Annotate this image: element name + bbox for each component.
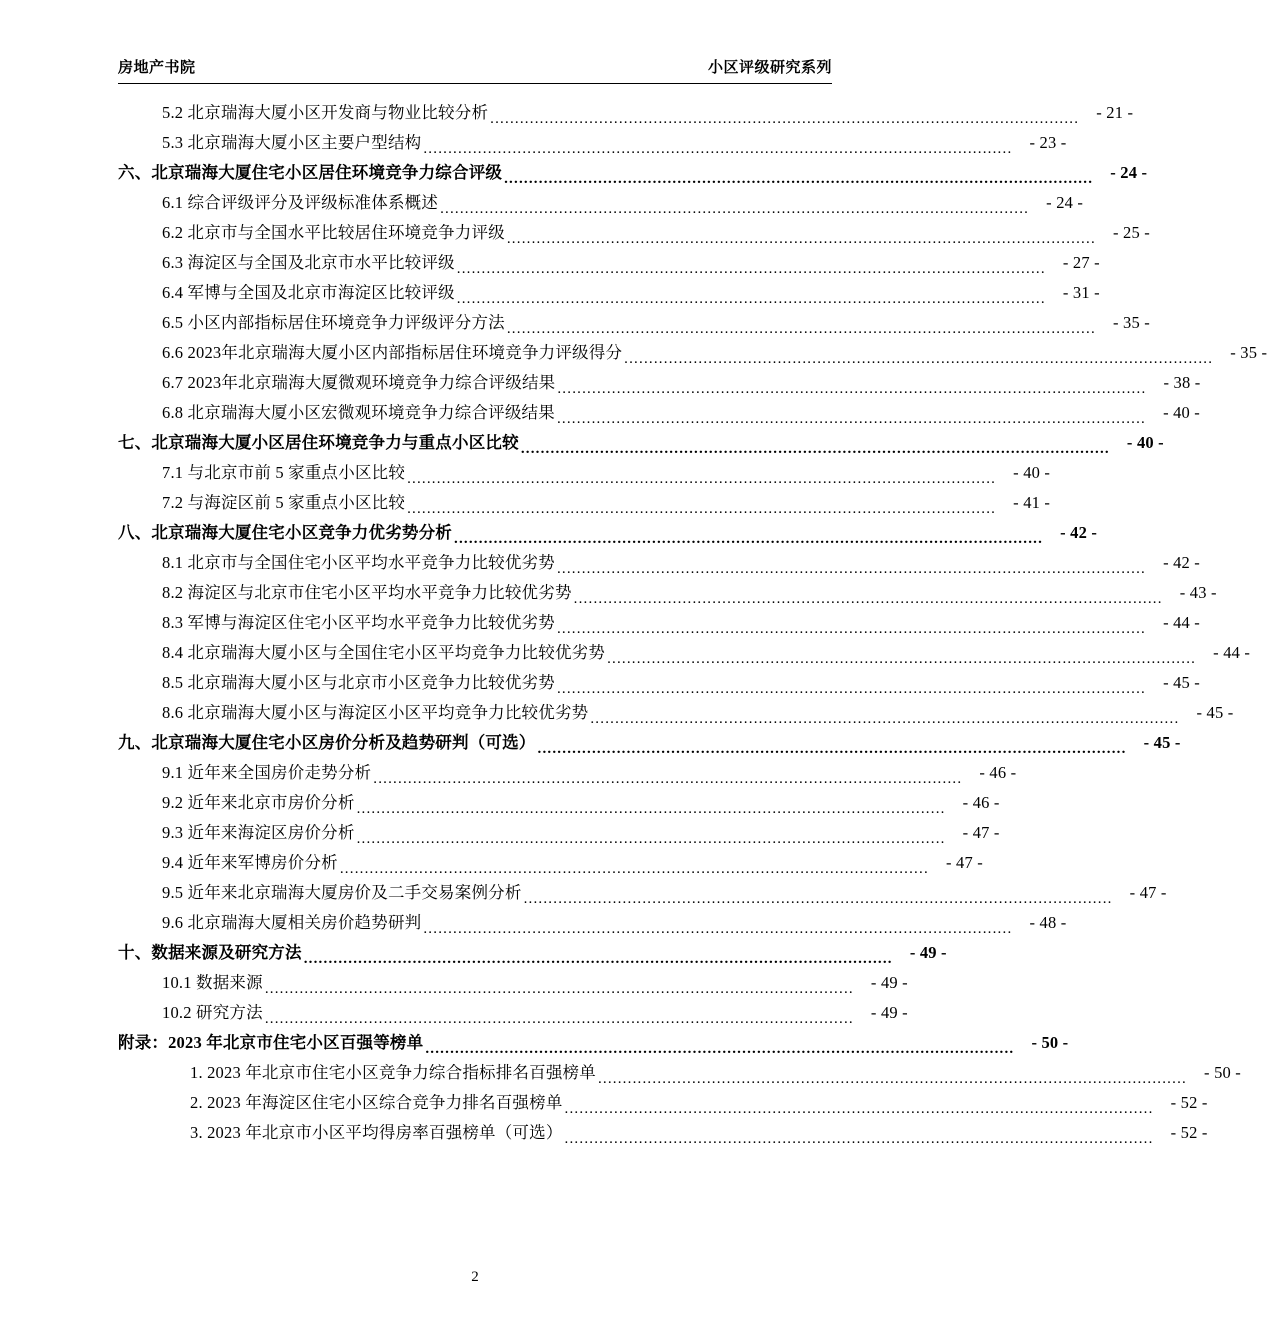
toc-entry-page: - 35 - <box>1112 313 1150 332</box>
toc-entry-label: 七、北京瑞海大厦小区居住环境竞争力与重点小区比较 <box>118 433 519 452</box>
page-header <box>118 56 832 84</box>
toc-leader-dots: ....................................................................................................................... <box>556 561 1147 577</box>
toc-entry[interactable] <box>118 188 1084 218</box>
toc-entry-page: - 47 - <box>1129 883 1167 902</box>
toc-leader-dots: ....................................................................................................................... <box>506 231 1096 247</box>
toc-entry-label: 7.1 与北京市前 5 家重点小区比较 <box>162 463 406 482</box>
toc-leader-dots: ....................................................................................................................... <box>624 351 1214 367</box>
toc-entry-page: - 52 - <box>1170 1123 1208 1142</box>
toc-entry-page: - 42 - <box>1060 523 1098 542</box>
toc-entry-label: 8.4 北京瑞海大厦小区与全国住宅小区平均竞争力比较优劣势 <box>162 643 606 662</box>
toc-leader-dots: ....................................................................................................................... <box>339 861 929 877</box>
toc-entry-label: 5.3 北京瑞海大厦小区主要户型结构 <box>162 133 422 152</box>
toc-entry-label: 6.1 综合评级评分及评级标准体系概述 <box>162 193 439 212</box>
toc-entry[interactable] <box>118 1088 1208 1118</box>
toc-entry-page: - 27 - <box>1062 253 1100 272</box>
toc-entry[interactable] <box>118 728 1181 758</box>
toc-leader-dots: ....................................................................................................................... <box>506 321 1096 337</box>
toc-leader-dots: ....................................................................................................................... <box>456 261 1046 277</box>
toc-entry-label: 8.1 北京市与全国住宅小区平均水平竞争力比较优劣势 <box>162 553 555 572</box>
toc-leader-dots: ....................................................................................................................... <box>356 801 946 817</box>
page-number: 2 <box>471 1269 479 1285</box>
toc-entry-page: - 40 - <box>1163 403 1201 422</box>
toc-entry[interactable] <box>118 968 908 998</box>
toc-entry[interactable] <box>118 638 1251 668</box>
toc-entry-label: 六、北京瑞海大厦住宅小区居住环境竞争力综合评级 <box>118 163 503 182</box>
toc-entry-page: - 45 - <box>1143 733 1181 752</box>
toc-entry[interactable] <box>118 608 1201 638</box>
toc-entry-label: 5.2 北京瑞海大厦小区开发商与物业比较分析 <box>162 103 489 122</box>
toc-leader-dots: ....................................................................................................................... <box>590 711 1180 727</box>
toc-entry-page: - 41 - <box>1013 493 1051 512</box>
toc-entry[interactable] <box>118 818 1000 848</box>
toc-leader-dots: ....................................................................................................................... <box>520 441 1110 457</box>
toc-entry-page: - 47 - <box>962 823 1000 842</box>
toc-entry-page: - 40 - <box>1013 463 1051 482</box>
toc-entry[interactable] <box>118 308 1150 338</box>
toc-entry-label: 10.1 数据来源 <box>162 973 263 992</box>
toc-entry[interactable] <box>118 878 1167 908</box>
toc-leader-dots: ....................................................................................................................... <box>407 471 997 487</box>
toc-entry[interactable] <box>118 1118 1208 1148</box>
toc-entry[interactable] <box>118 98 1134 128</box>
toc-entry-label: 6.4 军博与全国及北京市海淀区比较评级 <box>162 283 455 302</box>
toc-entry[interactable] <box>118 428 1164 458</box>
toc-entry-label: 9.4 近年来军博房价分析 <box>162 853 338 872</box>
toc-entry-label: 八、北京瑞海大厦住宅小区竞争力优劣势分析 <box>118 523 452 542</box>
toc-entry-page: - 21 - <box>1096 103 1134 122</box>
page-footer <box>0 1269 950 1286</box>
toc-entry[interactable] <box>118 908 1067 938</box>
toc-entry-label: 9.2 近年来北京市房价分析 <box>162 793 355 812</box>
toc-entry-page: - 48 - <box>1029 913 1067 932</box>
toc-entry[interactable] <box>118 1028 1069 1058</box>
toc-entry-label: 8.5 北京瑞海大厦小区与北京市小区竞争力比较优劣势 <box>162 673 555 692</box>
toc-leader-dots: ....................................................................................................................... <box>537 741 1127 757</box>
toc-entry[interactable] <box>118 578 1217 608</box>
toc-leader-dots: ....................................................................................................................... <box>490 111 1080 127</box>
toc-entry[interactable] <box>118 938 947 968</box>
toc-entry[interactable] <box>118 788 1000 818</box>
header-left-title: 房地产书院 <box>118 60 196 76</box>
toc-entry-page: - 23 - <box>1029 133 1067 152</box>
toc-leader-dots: ....................................................................................................................... <box>556 681 1147 697</box>
toc-entry-page: - 49 - <box>870 1003 908 1022</box>
toc-entry[interactable] <box>118 848 983 878</box>
toc-entry-page: - 40 - <box>1126 433 1164 452</box>
toc-entry-label: 8.3 军博与海淀区住宅小区平均水平竞争力比较优劣势 <box>162 613 555 632</box>
toc-entry[interactable] <box>118 218 1150 248</box>
toc-leader-dots: ....................................................................................................................... <box>597 1071 1187 1087</box>
toc-entry-page: - 46 - <box>962 793 1000 812</box>
toc-entry[interactable] <box>118 248 1100 278</box>
toc-entry[interactable] <box>118 398 1201 428</box>
toc-entry-page: - 50 - <box>1031 1033 1069 1052</box>
toc-entry-page: - 44 - <box>1163 613 1201 632</box>
toc-leader-dots: ....................................................................................................................... <box>456 291 1046 307</box>
toc-entry[interactable] <box>118 458 1051 488</box>
toc-entry-page: - 35 - <box>1230 343 1267 362</box>
toc-entry-page: - 46 - <box>979 763 1017 782</box>
toc-entry-label: 九、北京瑞海大厦住宅小区房价分析及趋势研判（可选） <box>118 733 536 752</box>
toc-leader-dots: ....................................................................................................................... <box>423 141 1013 157</box>
toc-entry[interactable] <box>118 518 1098 548</box>
toc-entry[interactable] <box>118 128 1067 158</box>
toc-entry-label: 1. 2023 年北京市住宅小区竞争力综合指标排名百强榜单 <box>190 1063 596 1082</box>
toc-entry[interactable] <box>118 668 1201 698</box>
toc-leader-dots: ....................................................................................................................... <box>303 951 893 967</box>
toc-entry-label: 6.2 北京市与全国水平比较居住环境竞争力评级 <box>162 223 505 242</box>
toc-entry-page: - 38 - <box>1163 373 1201 392</box>
toc-entry[interactable] <box>118 548 1201 578</box>
toc-entry-page: - 49 - <box>909 943 947 962</box>
header-right-title: 小区评级研究系列 <box>707 60 832 76</box>
toc-entry-page: - 42 - <box>1163 553 1201 572</box>
toc-entry[interactable] <box>118 278 1100 308</box>
toc-leader-dots: ....................................................................................................................... <box>557 381 1147 397</box>
toc-leader-dots: ....................................................................................................................... <box>425 1041 1015 1057</box>
toc-entry-page: - 45 - <box>1163 673 1201 692</box>
toc-entry-page: - 50 - <box>1204 1063 1241 1082</box>
toc-entry-label: 9.1 近年来全国房价走势分析 <box>162 763 372 782</box>
toc-leader-dots: ....................................................................................................................... <box>564 1101 1154 1117</box>
toc-entry[interactable] <box>118 698 1234 728</box>
toc-entry-label: 9.3 近年来海淀区房价分析 <box>162 823 355 842</box>
toc-entry-label: 7.2 与海淀区前 5 家重点小区比较 <box>162 493 406 512</box>
toc-entry[interactable] <box>118 758 1017 788</box>
toc-leader-dots: ....................................................................................................................... <box>356 831 946 847</box>
toc-entry-label: 6.6 2023年北京瑞海大厦小区内部指标居住环境竞争力评级得分 <box>162 343 623 362</box>
toc-leader-dots: ....................................................................................................................... <box>564 1131 1154 1147</box>
toc-entry-page: - 45 - <box>1196 703 1234 722</box>
toc-entry-label: 8.2 海淀区与北京市住宅小区平均水平竞争力比较优劣势 <box>162 583 572 602</box>
toc-leader-dots: ....................................................................................................................... <box>373 771 963 787</box>
toc-entry-label: 3. 2023 年北京市小区平均得房率百强榜单（可选） <box>190 1123 563 1142</box>
toc-leader-dots: ....................................................................................................................... <box>264 1011 854 1027</box>
toc-entry-label: 十、数据来源及研究方法 <box>118 943 302 962</box>
toc-leader-dots: ....................................................................................................................... <box>556 411 1147 427</box>
toc-entry-label: 6.5 小区内部指标居住环境竞争力评级评分方法 <box>162 313 505 332</box>
toc-entry[interactable] <box>118 488 1051 518</box>
toc-entry-page: - 43 - <box>1179 583 1217 602</box>
toc-leader-dots: ....................................................................................................................... <box>264 981 854 997</box>
toc-entry-page: - 44 - <box>1213 643 1251 662</box>
toc-leader-dots: ....................................................................................................................... <box>440 201 1030 217</box>
toc-entry-label: 9.6 北京瑞海大厦相关房价趋势研判 <box>162 913 422 932</box>
toc-leader-dots: ....................................................................................................................... <box>607 651 1197 667</box>
toc-entry-page: - 52 - <box>1170 1093 1208 1112</box>
toc-entry[interactable] <box>118 368 1201 398</box>
toc-leader-dots: ....................................................................................................................... <box>423 921 1013 937</box>
toc-entry[interactable] <box>118 158 1148 188</box>
toc-entry-page: - 47 - <box>945 853 983 872</box>
toc-leader-dots: ....................................................................................................................... <box>523 891 1113 907</box>
toc-entry-page: - 49 - <box>870 973 908 992</box>
toc-entry-label: 6.3 海淀区与全国及北京市水平比较评级 <box>162 253 455 272</box>
toc-entry[interactable] <box>118 338 1267 368</box>
toc-entry-label: 8.6 北京瑞海大厦小区与海淀区小区平均竞争力比较优劣势 <box>162 703 589 722</box>
toc-entry-label: 2. 2023 年海淀区住宅小区综合竞争力排名百强榜单 <box>190 1093 563 1112</box>
toc-entry-page: - 31 - <box>1062 283 1100 302</box>
toc-entry-label: 附录：2023 年北京市住宅小区百强等榜单 <box>118 1033 424 1052</box>
toc-entry-label: 10.2 研究方法 <box>162 1003 263 1022</box>
toc-entry-label: 9.5 近年来北京瑞海大厦房价及二手交易案例分析 <box>162 883 522 902</box>
toc-leader-dots: ....................................................................................................................... <box>407 501 997 517</box>
toc-leader-dots: ....................................................................................................................... <box>504 171 1094 187</box>
toc-entry-page: - 24 - <box>1046 193 1084 212</box>
toc-leader-dots: ....................................................................................................................... <box>573 591 1163 607</box>
toc-leader-dots: ....................................................................................................................... <box>454 531 1044 547</box>
toc-entry-label: 6.8 北京瑞海大厦小区宏微观环境竞争力综合评级结果 <box>162 403 555 422</box>
toc-entry-page: - 24 - <box>1110 163 1148 182</box>
table-of-contents <box>118 98 1267 1148</box>
toc-entry-page: - 25 - <box>1112 223 1150 242</box>
toc-entry[interactable] <box>118 1058 1241 1088</box>
toc-leader-dots: ....................................................................................................................... <box>556 621 1147 637</box>
toc-entry[interactable] <box>118 998 908 1028</box>
toc-entry-label: 6.7 2023年北京瑞海大厦微观环境竞争力综合评级结果 <box>162 373 556 392</box>
